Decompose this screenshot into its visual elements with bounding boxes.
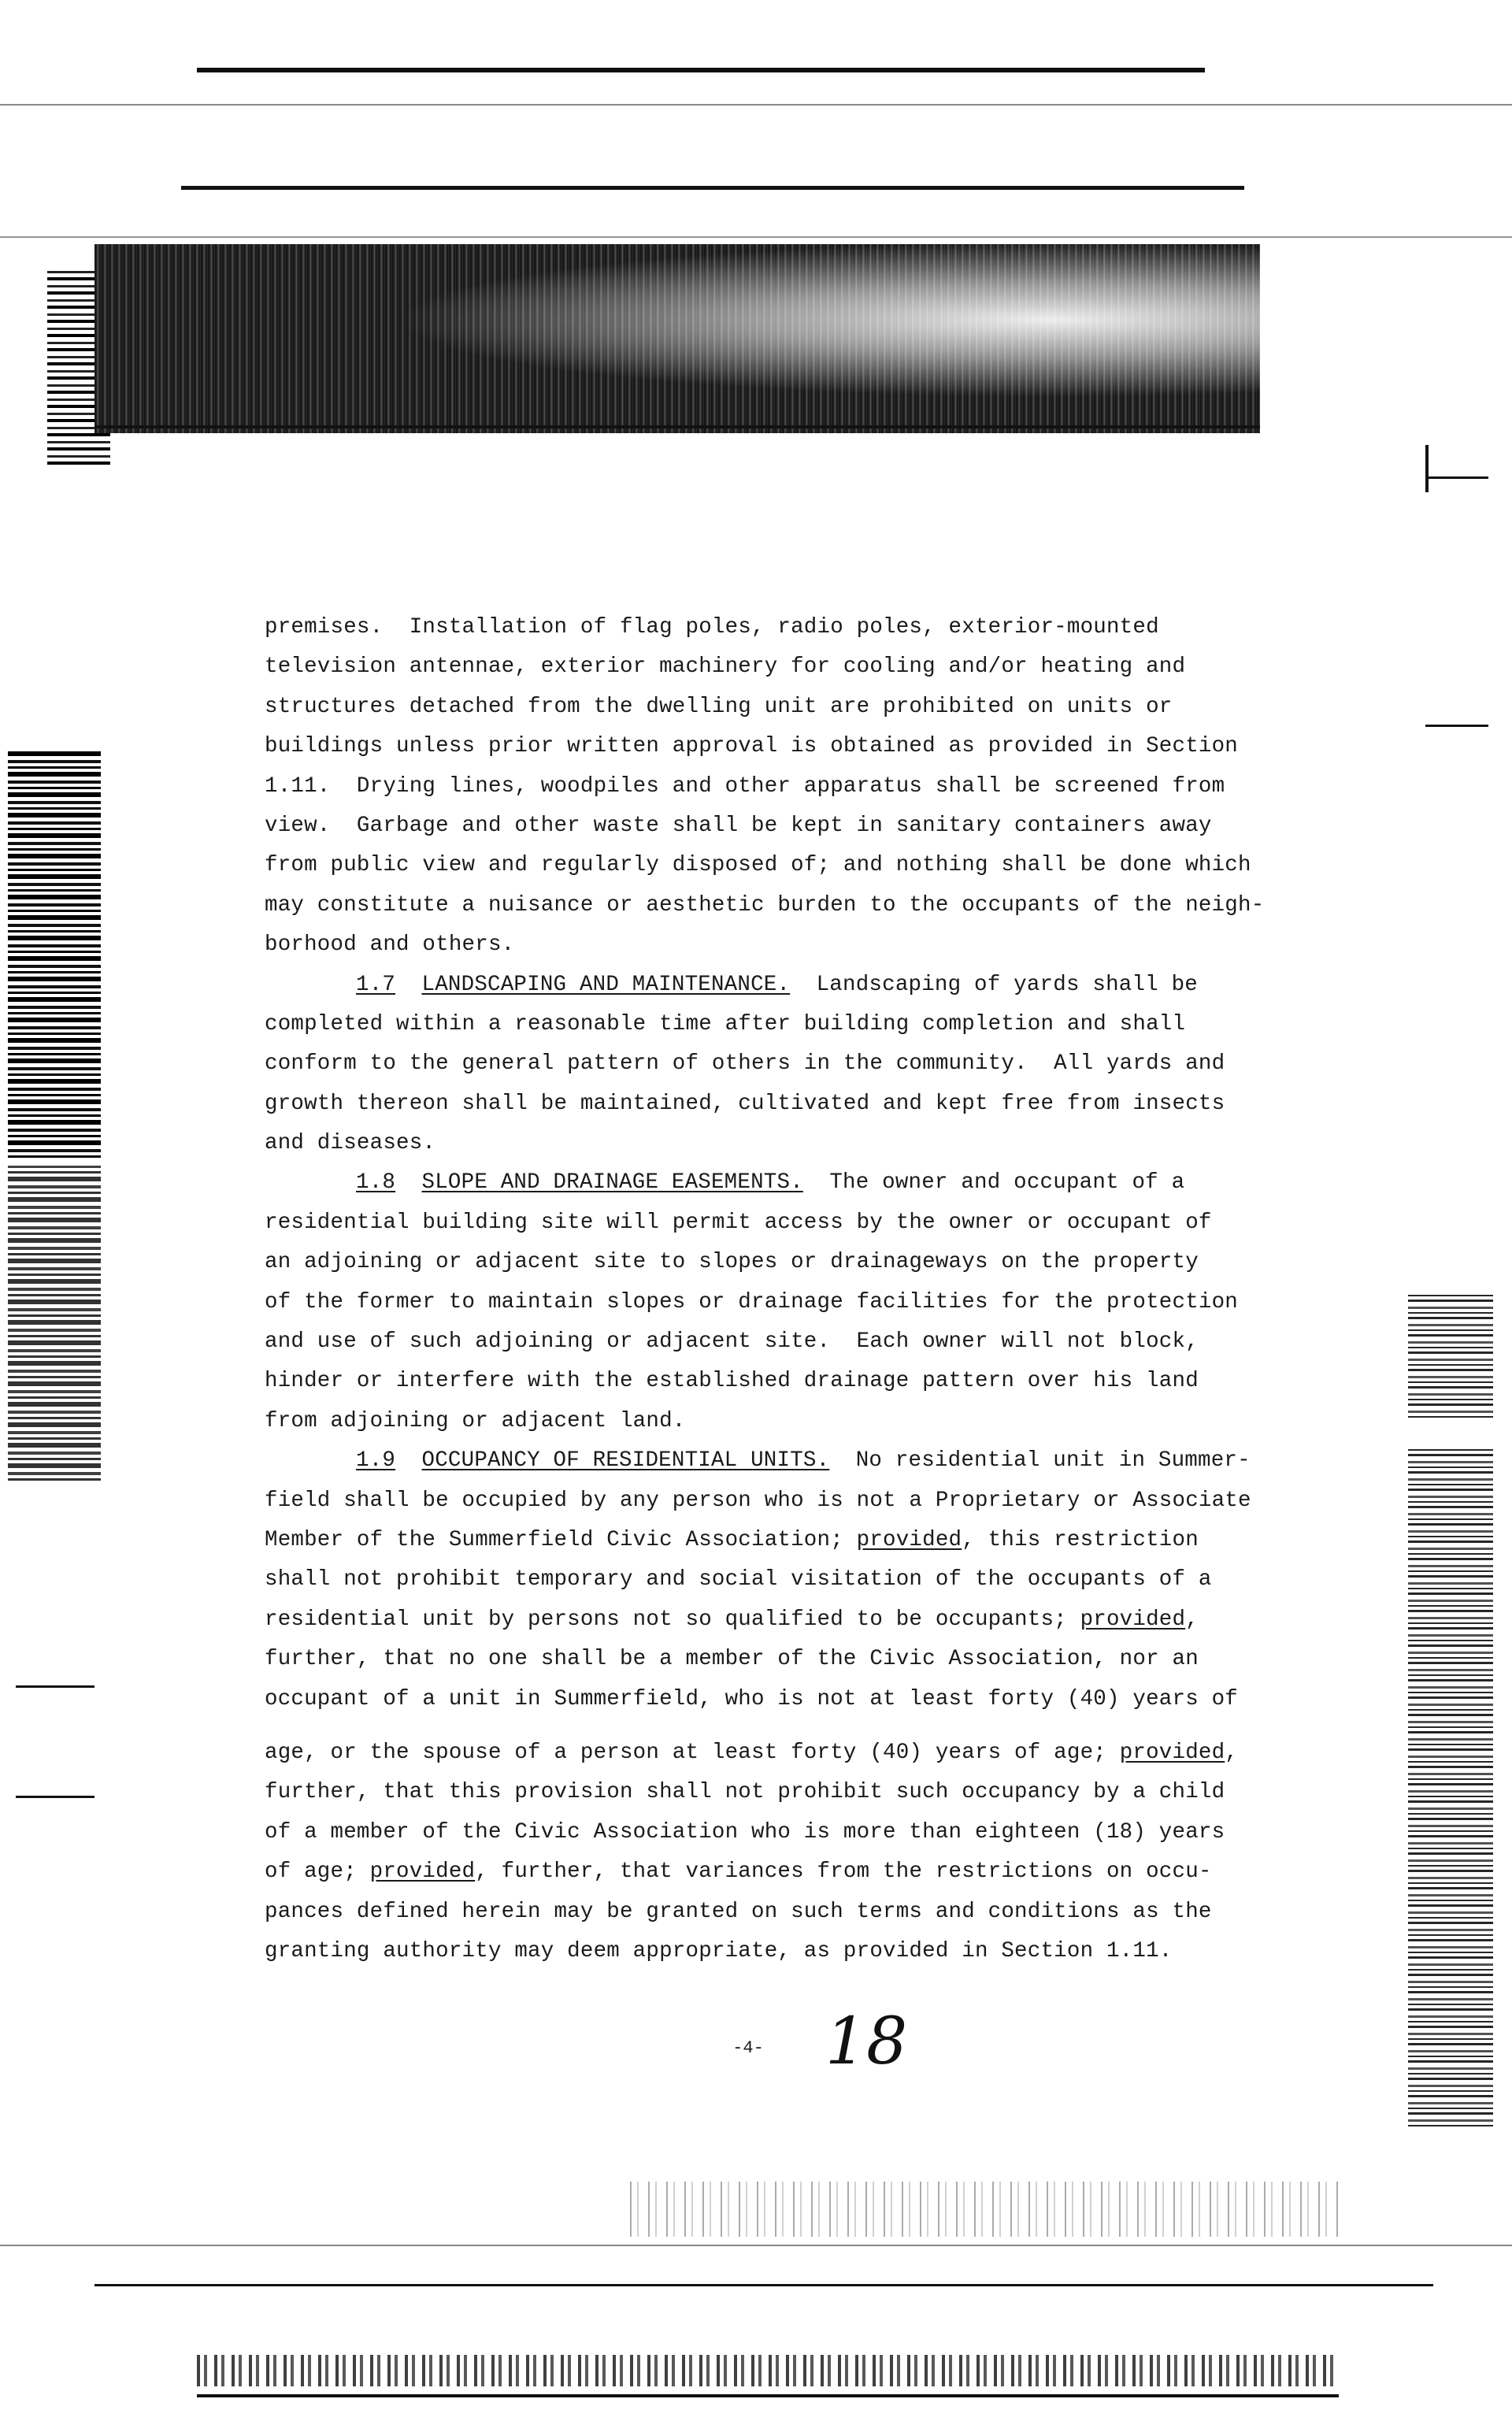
- body-line: [265, 1600, 1280, 1640]
- body-line: may constitute a nuisance or aesthetic burden to the occupants of the neigh-: [265, 892, 1265, 918]
- body-line: completed within a reasonable time after building completion and shall: [265, 1011, 1186, 1036]
- section-text: Landscaping of yards shall be: [816, 972, 1198, 997]
- body-line: 1.11. Drying lines, woodpiles and other apparatus shall be screened from: [265, 773, 1225, 799]
- section-number: 1.9: [356, 1448, 396, 1474]
- provided-term: provided: [369, 1859, 476, 1885]
- body-line: [265, 1521, 1280, 1560]
- body-line: pances defined herein may be granted on such terms and conditions as the: [265, 1899, 1212, 1924]
- scan-noise-band: [94, 244, 1260, 433]
- scan-rule: [1425, 476, 1488, 479]
- body-line: an adjoining or adjacent site to slopes or drainageways on the property: [265, 1250, 1199, 1275]
- body-line: granting authority may deem appropriate, as provided in Section 1.11.: [265, 1938, 1173, 1963]
- scan-rule: [94, 425, 1260, 428]
- section-title: OCCUPANCY OF RESIDENTIAL UNITS.: [421, 1448, 830, 1474]
- scan-speckle: [630, 2182, 1339, 2237]
- body-text: of age;: [265, 1859, 370, 1885]
- provided-term: provided: [1119, 1740, 1225, 1765]
- body-line: residential building site will permit access by the owner or occupant of: [265, 1210, 1212, 1235]
- scan-rule: [16, 1796, 94, 1798]
- scan-margin-left: [8, 748, 101, 1158]
- body-line: structures detached from the dwelling unit are prohibited on units or: [265, 694, 1173, 719]
- body-text: ,: [1225, 1740, 1239, 1765]
- scan-margin-left: [8, 1166, 101, 1481]
- body-line: view. Garbage and other waste shall be kept in sanitary containers away: [265, 813, 1212, 838]
- section-text: The owner and occupant of a: [829, 1170, 1185, 1196]
- scan-rule: [181, 186, 1244, 190]
- document-body: [265, 608, 1280, 1971]
- scan-rule: [16, 1685, 94, 1688]
- body-line: further, that no one shall be a member of the Civic Association, nor an: [265, 1647, 1199, 1672]
- section-heading-line: [265, 966, 1280, 1005]
- body-line: television antennae, exterior machinery for cooling and/or heating and: [265, 654, 1186, 680]
- scan-rule: [0, 236, 1512, 238]
- body-text: , further, that variances from the restrictions on occu-: [475, 1859, 1212, 1885]
- scan-rule: [197, 2394, 1339, 2397]
- scan-rule: [1425, 725, 1488, 727]
- scan-rule: [1425, 445, 1429, 492]
- body-line: hinder or interfere with the established drainage pattern over his land: [265, 1369, 1199, 1394]
- body-text: residential unit by persons not so qualified to be occupants;: [265, 1607, 1080, 1632]
- body-text: ,: [1185, 1607, 1199, 1632]
- section-heading-line: [265, 1163, 1280, 1203]
- body-text: , this restriction: [962, 1527, 1199, 1552]
- scan-rule: [94, 2284, 1433, 2286]
- body-line: borhood and others.: [265, 932, 515, 958]
- section-number: 1.8: [356, 1170, 396, 1196]
- scan-margin-right: [1408, 1292, 1493, 1418]
- section-heading-line: [265, 1441, 1280, 1481]
- body-line: premises. Installation of flag poles, radio poles, exterior-mounted: [265, 615, 1159, 640]
- body-line: from public view and regularly disposed of; and nothing shall be done which: [265, 853, 1251, 878]
- section-text: No residential unit in Summer-: [855, 1448, 1251, 1474]
- scan-rule: [0, 104, 1512, 106]
- body-text: age, or the spouse of a person at least forty (40) years of age;: [265, 1740, 1120, 1765]
- body-line: buildings unless prior written approval is obtained as provided in Section: [265, 734, 1238, 759]
- body-line: growth thereon shall be maintained, cultivated and kept free from insects: [265, 1091, 1225, 1116]
- body-line: and diseases.: [265, 1131, 436, 1156]
- body-line: from adjoining or adjacent land.: [265, 1408, 686, 1433]
- scan-rule: [197, 68, 1205, 72]
- provided-term: provided: [856, 1527, 962, 1552]
- scan-margin-right: [1408, 1449, 1493, 2126]
- body-line: of a member of the Civic Association who is more than eighteen (18) years: [265, 1819, 1225, 1845]
- body-text: Member of the Summerfield Civic Association;: [265, 1527, 857, 1552]
- body-line: of the former to maintain slopes or drainage facilities for the protection: [265, 1289, 1238, 1314]
- section-title: SLOPE AND DRAINAGE EASEMENTS.: [421, 1170, 803, 1196]
- scan-rule: [0, 2245, 1512, 2246]
- scan-noise-band: [197, 2355, 1339, 2386]
- handwritten-page-number: 18: [825, 2004, 908, 2079]
- section-number: 1.7: [356, 972, 396, 997]
- body-line: and use of such adjoining or adjacent site. Each owner will not block,: [265, 1329, 1199, 1355]
- body-line: conform to the general pattern of others in the community. All yards and: [265, 1051, 1225, 1077]
- body-line: shall not prohibit temporary and social visitation of the occupants of a: [265, 1567, 1212, 1592]
- body-line: occupant of a unit in Summerfield, who is not at least forty (40) years of: [265, 1686, 1238, 1711]
- body-line: further, that this provision shall not prohibit such occupancy by a child: [265, 1780, 1225, 1805]
- page-number: -4-: [732, 2038, 764, 2058]
- body-line: field shall be occupied by any person who is not a Proprietary or Associate: [265, 1488, 1251, 1513]
- body-line: [265, 1733, 1280, 1773]
- provided-term: provided: [1080, 1607, 1186, 1632]
- body-line: [265, 1852, 1280, 1892]
- section-title: LANDSCAPING AND MAINTENANCE.: [421, 972, 791, 997]
